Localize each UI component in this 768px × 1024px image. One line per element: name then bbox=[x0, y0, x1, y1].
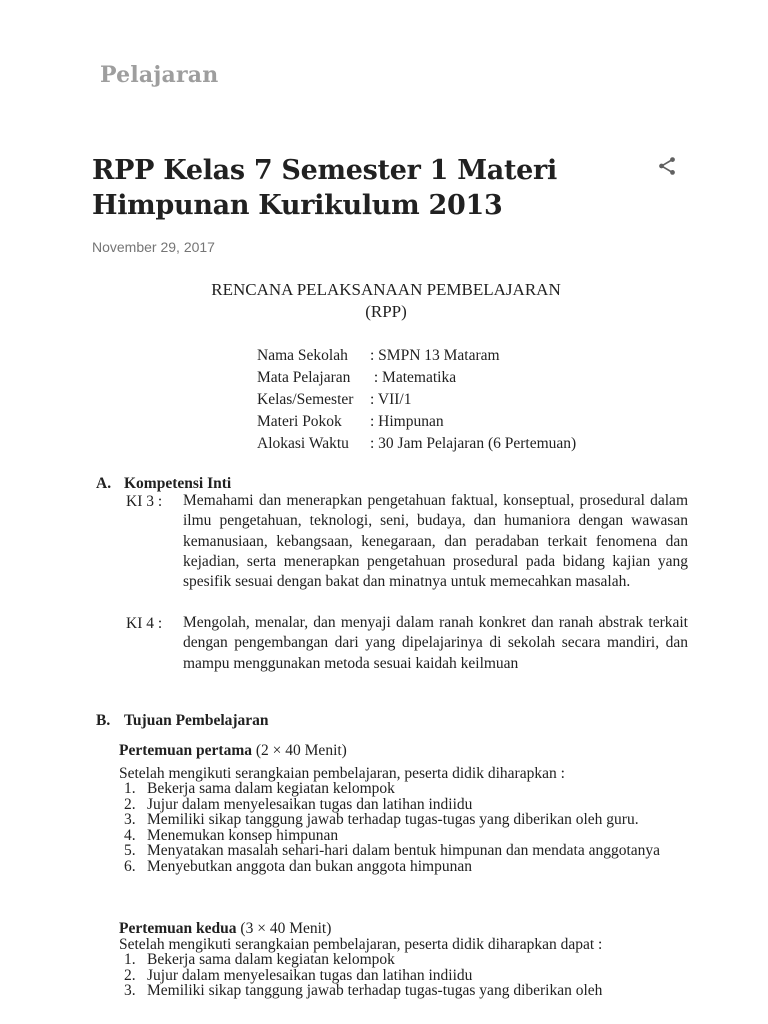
meeting1-heading bbox=[119, 742, 347, 760]
identity-value: : Matematika bbox=[370, 369, 457, 386]
list-number: 5. bbox=[124, 842, 136, 859]
list-text: Jujur dalam menyelesaikan tugas dan latihan indiidu bbox=[147, 795, 473, 813]
list-item bbox=[124, 968, 679, 984]
meeting-title: Pertemuan kedua bbox=[119, 920, 237, 937]
document-heading bbox=[92, 279, 680, 323]
meeting-duration: (3 × 40 Menit) bbox=[236, 920, 332, 937]
identity-row bbox=[257, 347, 500, 365]
identity-value: : VII/1 bbox=[370, 391, 412, 408]
list-item bbox=[124, 859, 679, 875]
section-letter: B. bbox=[96, 712, 111, 729]
list-text: Menyatakan masalah sehari-hari dalam bentuk himpunan dan mendata anggotanya bbox=[147, 842, 661, 859]
document-heading-line1: RENCANA PELAKSANAAN PEMBELAJARAN bbox=[211, 280, 561, 299]
identity-value: : 30 Jam Pelajaran (6 Pertemuan) bbox=[370, 435, 577, 452]
list-number: 6. bbox=[124, 857, 136, 875]
identity-row bbox=[257, 413, 444, 431]
list-number: 3. bbox=[124, 982, 136, 999]
list-text: Menyebutkan anggota dan bukan anggota himpunan bbox=[147, 857, 472, 875]
document-heading-line2: (RPP) bbox=[365, 302, 407, 321]
identity-row bbox=[257, 435, 576, 453]
list-text: Memiliki sikap tanggung jawab terhadap tugas-tugas yang diberikan oleh bbox=[147, 982, 603, 999]
identity-row bbox=[257, 391, 411, 409]
list-text: Bekerja sama dalam kegiatan kelompok bbox=[147, 780, 395, 797]
ki3-text: Memahami dan menerapkan pengetahuan faktual, konseptual, prosedural dalam ilmu pengetahuan, teknologi, seni, budaya, dan humaniora dengan wawasan kemanusiaan, kebangsaan, kenegaraan, dan peradaban terkait fenomena dan kejadian, serta menerapkan pengetahuan prosedural pada bidang kajian yang spesifik sesuai dengan bakat dan minatnya untuk memecahkan masalah. bbox=[183, 492, 688, 591]
list-item bbox=[124, 952, 679, 968]
ki3-label: KI 3 : bbox=[126, 493, 163, 510]
list-item bbox=[124, 797, 679, 813]
identity-label: Alokasi Waktu bbox=[257, 435, 349, 452]
meeting1-objectives-list bbox=[124, 781, 679, 874]
post-date[interactable]: November 29, 2017 bbox=[92, 239, 215, 255]
meeting-title: Pertemuan pertama bbox=[119, 742, 252, 759]
meeting2-intro: Setelah mengikuti serangkaian pembelajaran, peserta didik diharapkan dapat : bbox=[119, 936, 603, 953]
section-b-heading bbox=[96, 712, 269, 730]
identity-label: Nama Sekolah bbox=[257, 347, 348, 364]
list-text: Jujur dalam menyelesaikan tugas dan latihan indiidu bbox=[147, 966, 473, 984]
list-item bbox=[124, 812, 679, 828]
identity-label: Kelas/Semester bbox=[257, 391, 354, 408]
list-text: Bekerja sama dalam kegiatan kelompok bbox=[147, 951, 395, 968]
post-title: RPP Kelas 7 Semester 1 Materi Himpunan Kurikulum 2013 bbox=[92, 155, 557, 221]
ki4-label: KI 4 : bbox=[126, 615, 163, 632]
identity-value: : Himpunan bbox=[370, 413, 444, 430]
identity-label: Materi Pokok bbox=[257, 413, 342, 430]
meeting-duration: (2 × 40 Menit) bbox=[252, 742, 347, 759]
list-item bbox=[124, 781, 679, 797]
share-icon bbox=[656, 155, 678, 177]
list-item bbox=[124, 828, 679, 844]
list-number: 2. bbox=[124, 966, 136, 984]
share-button[interactable] bbox=[656, 155, 678, 177]
list-number: 1. bbox=[124, 951, 136, 968]
list-number: 4. bbox=[124, 826, 136, 844]
list-text: Menemukan konsep himpunan bbox=[147, 826, 339, 844]
identity-value: : SMPN 13 Mataram bbox=[370, 347, 500, 364]
ki4-text: Mengolah, menalar, dan menyaji dalam ranah konkret dan ranah abstrak terkait dengan pengembangan dari yang dipelajarinya di sekolah secara mandiri, dan mampu menggunakan metoda sesuai kaidah keilmuan bbox=[183, 614, 688, 672]
identity-row bbox=[257, 369, 456, 387]
meeting1-intro: Setelah mengikuti serangkaian pembelajaran, peserta didik diharapkan : bbox=[119, 765, 565, 782]
meeting2-objectives-list bbox=[124, 951, 679, 999]
list-text: Memiliki sikap tanggung jawab terhadap tugas-tugas yang diberikan oleh guru. bbox=[147, 811, 639, 828]
blog-name-link[interactable]: Pelajaran bbox=[100, 62, 219, 88]
list-number: 2. bbox=[124, 795, 136, 813]
list-number: 1. bbox=[124, 780, 136, 797]
list-item bbox=[124, 843, 679, 859]
identity-label: Mata Pelajaran bbox=[257, 369, 351, 386]
list-item bbox=[124, 983, 679, 999]
section-letter: A. bbox=[96, 475, 112, 492]
section-title: Kompetensi Inti bbox=[124, 475, 232, 492]
section-title: Tujuan Pembelajaran bbox=[124, 712, 269, 729]
list-number: 3. bbox=[124, 811, 136, 828]
